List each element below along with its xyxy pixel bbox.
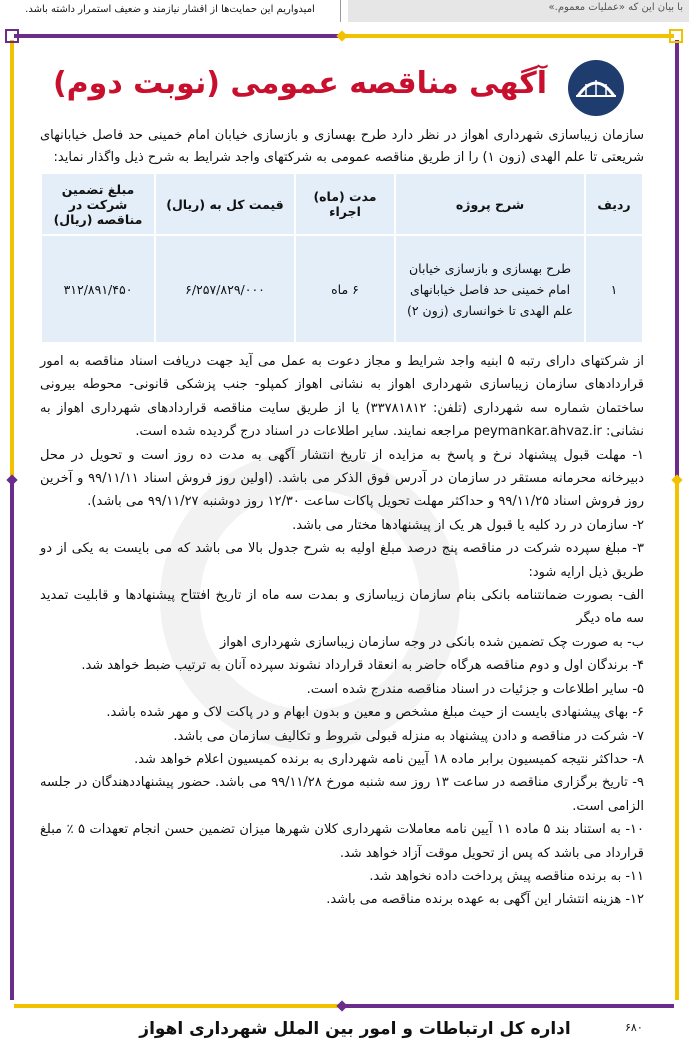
col-header: ردیف	[585, 173, 643, 235]
frame-bottom-left	[14, 1004, 344, 1008]
frame-diamond	[671, 474, 682, 485]
intro-paragraph: سازمان زیباسازی شهرداری اهواز در نظر دارد طرح بهسازی و بازسازی خیابان امام خمینی حد فاصل خیابانهای شریعتی تا علم الهدی (زون ۱) را از طریق مناقصه عمومی به شرکتهای واجد شرایط به شرح ذیل واگذار نماید:	[40, 128, 644, 165]
table-header-row	[41, 173, 643, 235]
paragraph: ۸- حداکثر نتیجه کمیسیون برابر ماده ۱۸ آیین نامه شهرداری به برنده کمیسیون اعلام خواهد شد.	[134, 751, 644, 767]
paragraph: ۹- تاریخ برگزاری مناقصه در ساعت ۱۳ روز سه شنبه مورخ ۹۹/۱۱/۲۸ می باشد. حضور پیشنهاددهندگان در جلسه الزامی است.	[40, 775, 644, 814]
table-cell: ۳۱۲/۸۹۱/۴۵۰	[41, 235, 155, 343]
frame-bottom-right	[344, 1004, 674, 1008]
ad-code: ۶۸۰	[625, 1021, 643, 1034]
paragraph: الف- بصورت ضمانتنامه بانکی بنام سازمان زیباسازی و بمدت سه ماه از تاریخ افتتاح پیشنهادها و قابلیت تمدید سه ماه دیگر	[40, 588, 644, 627]
bridge-icon	[568, 60, 624, 116]
table-cell: ۱	[585, 235, 643, 343]
paragraph: ۴- برندگان اول و دوم مناقصه هرگاه حاضر به انعقاد قرارداد نشوند سپرده آنان به ترتیب ضبط خواهد شد.	[81, 658, 644, 674]
frame-right-bottom	[675, 480, 679, 1000]
page-title: آگهی مناقصه عمومی (نوبت دوم)	[52, 66, 548, 101]
col-header: مبلغ تضمین شرکت در مناقصه (ریال)	[41, 173, 155, 235]
paragraph: ۶- بهای پیشنهادی بایست از حیث مبلغ مشخص و معین و بدون ابهام و در پاکت لاک و مهر شده باشد.	[106, 705, 644, 721]
conditions	[40, 350, 644, 912]
frame-left-top	[10, 40, 14, 480]
footer-text: اداره کل ارتباطات و امور بین الملل شهرداری اهواز	[139, 1019, 571, 1039]
paragraph: ۱۰- به استناد بند ۵ ماده ۱۱ آیین نامه معاملات شهرداری کلان شهرها میزان تضمین حسن انجام تعهدات ۵ ٪ مبلغ قرارداد می باشد که پس از تحویل موقت آزاد خواهد شد.	[40, 822, 644, 861]
col-header: قیمت کل به (ریال)	[155, 173, 295, 235]
frame-diamond	[336, 1000, 347, 1011]
frame-corner	[669, 29, 683, 43]
frame-diamond	[6, 474, 17, 485]
frame-top-right	[344, 34, 674, 38]
frame-corner	[5, 29, 19, 43]
frame-top-left	[14, 34, 344, 38]
paragraph: ب- به صورت چک تضمین شده بانکی در وجه سازمان زیباسازی شهرداری اهواز	[219, 634, 644, 650]
table-cell: ۶ ماه	[295, 235, 395, 343]
paragraph: ۳- مبلغ سپرده شرکت در مناقصه پنج درصد مبلغ اولیه به شرح جدول بالا می باشد که می بایست به یکی از دو طریق ذیل ارایه شود:	[40, 541, 644, 580]
paragraph: ۱۲- هزینه انتشار این آگهی به عهده برنده مناقصه می باشد.	[326, 892, 644, 908]
table-cell: طرح بهسازی و بازسازی خیابان امام خمینی حد فاصل خیابانهای علم الهدی تا خوانساری (زون ۲)	[395, 235, 585, 343]
paragraph: ۱- مهلت قبول پیشنهاد نرخ و پاسخ به مزایده از تاریخ انتشار آگهی به مدت ده روز است و تحویل در محل دبیرخانه محرمانه مستقر در سازمان در آدرس فوق الذکر می باشد. (اولین روز فروش اسناد ۹۹/۱۱/۱۱ و آخرین روز فروش اسناد ۹۹/۱۱/۲۵ و حداکثر مهلت تحویل پاکات ساعت ۱۲/۳۰ روز دوشنبه ۹۹/۱۱/۲۷ می باشد).	[40, 447, 644, 510]
table-cell: ۶/۲۵۷/۸۲۹/۰۰۰	[155, 235, 295, 343]
paragraph: ۷- شرکت در مناقصه و دادن پیشنهاد به منزله قبولی شروط و تکالیف سازمان می باشد.	[173, 728, 644, 744]
frame-diamond	[336, 30, 347, 41]
top-right-text: با بیان این که «عملیات معموم.»	[348, 0, 689, 22]
footer	[0, 1015, 689, 1051]
paragraph: ۵- سایر اطلاعات و جزئیات در اسناد مناقصه مندرج شده است.	[306, 681, 644, 697]
paragraph: ۱۱- به برنده مناقصه پیش پرداخت داده نخواهد شد.	[369, 868, 644, 884]
col-header: مدت (ماه) اجراء	[295, 173, 395, 235]
col-header: شرح پروژه	[395, 173, 585, 235]
top-strip	[0, 0, 689, 22]
paragraph: ۲- سازمان در رد کلیه یا قبول هر یک از پیشنهادها مختار می باشد.	[292, 517, 644, 533]
header	[40, 60, 640, 120]
top-left-text: امیدواریم این حمایت‌ها از اقشار نیازمند و ضعیف استمرار داشته باشد.	[0, 0, 341, 22]
frame-right-top	[675, 40, 679, 480]
frame-left-bottom	[10, 480, 14, 1000]
paragraph: از شرکتهای دارای رتبه ۵ ابنیه واجد شرایط و مجاز دعوت به عمل می آید جهت دریافت اسناد مناقصه به امور قراردادهای سازمان زیباسازی شهرداری اهواز به نشانی اهواز کمپلو- جنب پزشکی قانونی- محوطه بیرونی ساختمان شماره سه شهرداری (تلفن: ۳۳۷۸۱۸۱۲) یا از طریق سایت مناقصه قراردادهای شهرداری اهواز به نشانی: peymankar.ahvaz.ir مراجعه نمایند. سایر اطلاعات در اسناد درج گردیده شده است.	[40, 354, 644, 440]
municipality-logo	[568, 60, 624, 116]
table-row	[41, 235, 643, 343]
tender-table	[40, 172, 644, 344]
